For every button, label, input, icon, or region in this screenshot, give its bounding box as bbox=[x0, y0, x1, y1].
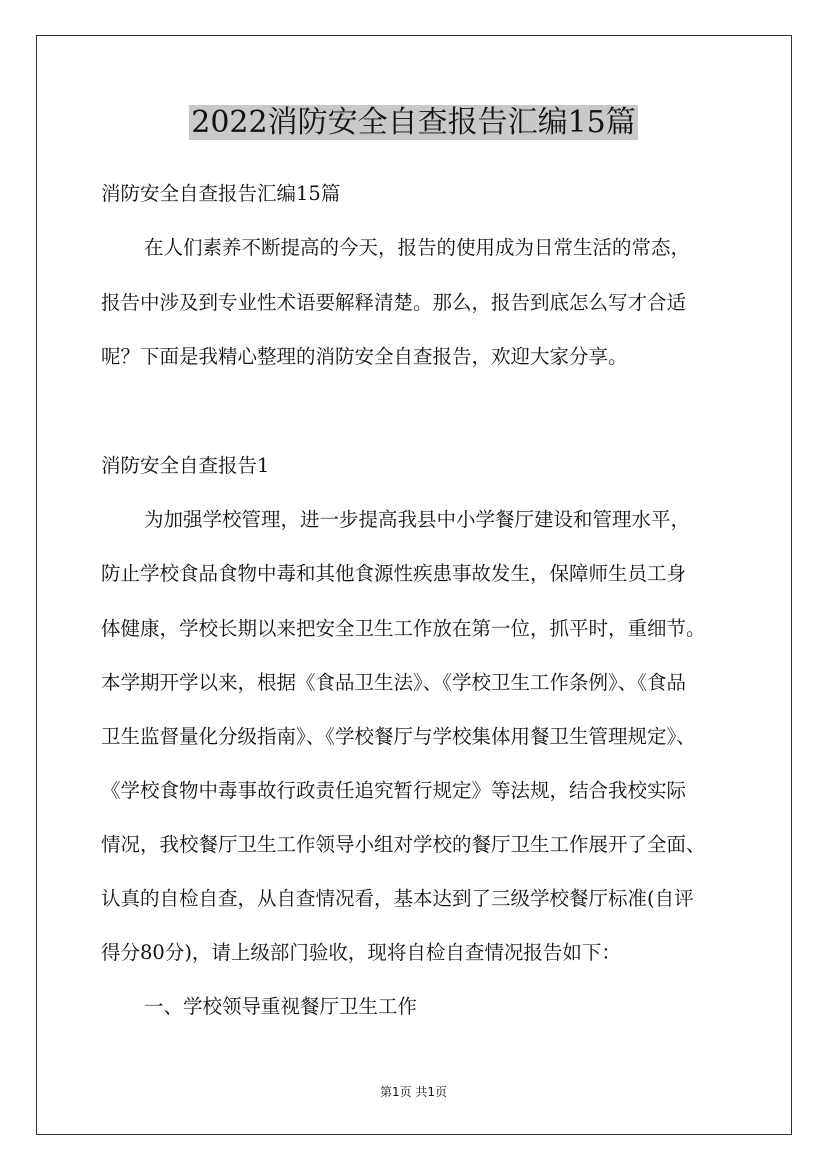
body-line-8: 认真的自检自查，从自查情况看，基本达到了三级学校餐厅标准(自评 bbox=[101, 887, 694, 910]
intro-line-3: 呢？下面是我精心整理的消防安全自查报告，欢迎大家分享。 bbox=[101, 345, 628, 368]
subheading: 一、学校领导重视餐厅卫生工作 bbox=[144, 995, 418, 1018]
body-line-4: 本学期开学以来，根据《食品卫生法》、《学校卫生工作条例》、《食品 bbox=[101, 671, 687, 694]
body-line-1: 为加强学校管理，进一步提高我县中小学餐厅建设和管理水平， bbox=[144, 508, 691, 531]
body-line-5: 卫生监督量化分级指南》、《学校餐厅与学校集体用餐卫生管理规定》、 bbox=[101, 725, 696, 748]
document-title-text: 2022消防安全自查报告汇编15篇 bbox=[191, 105, 636, 140]
page-footer: 第1页 共1页 bbox=[379, 1085, 448, 1099]
intro-line-1: 在人们素养不断提高的今天，报告的使用成为日常生活的常态， bbox=[144, 236, 691, 259]
section-heading: 消防安全自查报告1 bbox=[101, 454, 270, 477]
body-line-7: 情况，我校餐厅卫生工作领导小组对学校的餐厅卫生工作展开了全面、 bbox=[101, 833, 706, 856]
body-line-2: 防止学校食品食物中毒和其他食源性疾患事故发生，保障师生员工身 bbox=[101, 562, 687, 585]
body-line-3: 体健康，学校长期以来把安全卫生工作放在第一位，抓平时，重细节。 bbox=[101, 617, 706, 640]
body-line-6: 《学校食物中毒事故行政责任追究暂行规定》等法规，结合我校实际 bbox=[101, 779, 687, 802]
intro-line-2: 报告中涉及到专业性术语要解释清楚。那么，报告到底怎么写才合适 bbox=[101, 291, 687, 314]
document-subtitle: 消防安全自查报告汇编15篇 bbox=[101, 182, 341, 205]
body-line-9: 得分80分)，请上级部门验收，现将自检自查情况报告如下： bbox=[101, 941, 621, 964]
document-title bbox=[0, 104, 827, 142]
